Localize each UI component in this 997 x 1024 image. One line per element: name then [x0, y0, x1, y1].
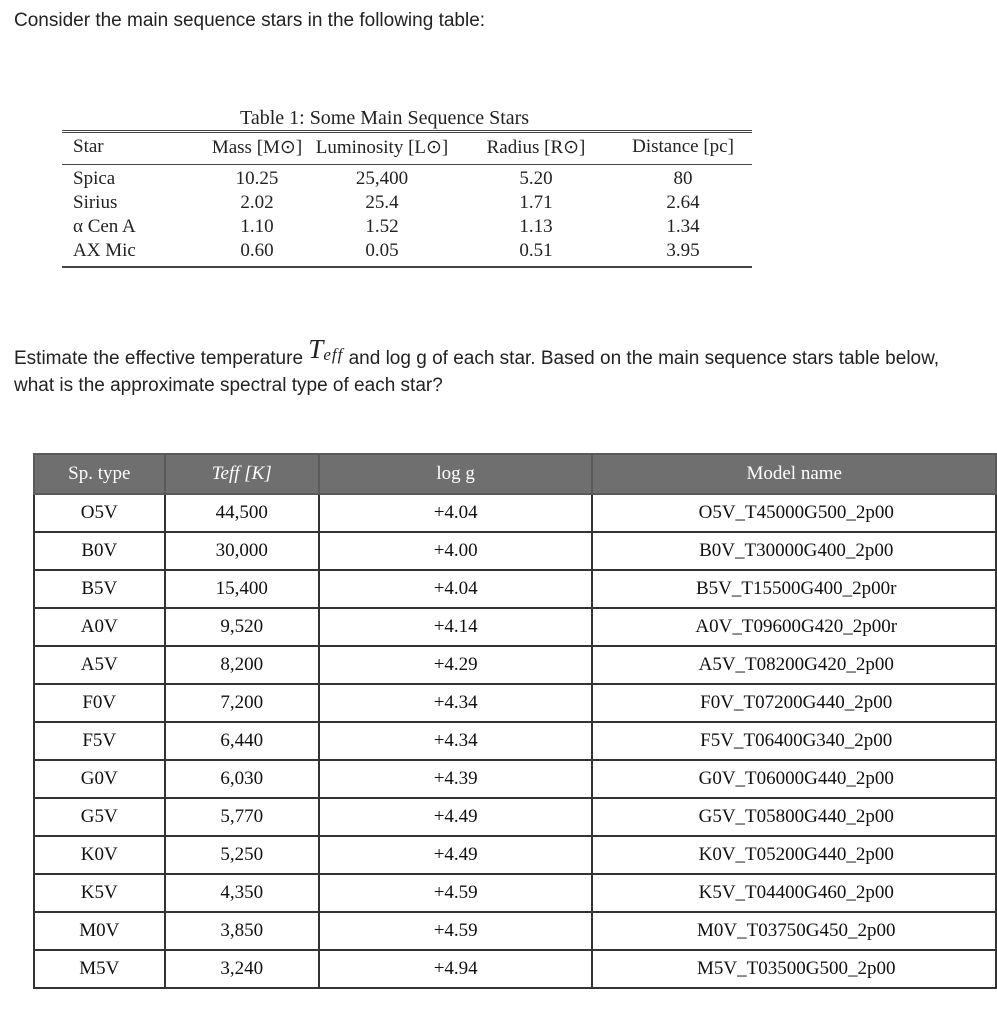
cell-sp-type: M5V — [34, 950, 165, 988]
row-star: Sirius — [73, 192, 118, 213]
cell-model: F0V_T07200G440_2p00 — [592, 684, 996, 722]
cell-logg: +4.14 — [319, 608, 593, 646]
table-row — [34, 570, 996, 608]
cell-model: A0V_T09600G420_2p00r — [592, 608, 996, 646]
header-model-name: Model name — [592, 454, 996, 494]
row-radius: 0.51 — [519, 240, 553, 261]
cell-sp-type: A5V — [34, 646, 165, 684]
row-distance: 1.34 — [666, 216, 700, 237]
cell-sp-type: K0V — [34, 836, 165, 874]
cell-model: O5V_T45000G500_2p00 — [592, 494, 996, 532]
table1-caption: Table 1: Some Main Sequence Stars — [240, 107, 530, 129]
cell-sp-type: A0V — [34, 608, 165, 646]
row-mass: 1.10 — [240, 216, 274, 237]
cell-sp-type: O5V — [34, 494, 165, 532]
cell-teff: 6,440 — [165, 722, 319, 760]
row-star: α Cen A — [73, 216, 136, 237]
cell-logg: +4.49 — [319, 836, 593, 874]
table1-top-rule — [62, 130, 752, 133]
header-radius: Radius [R⊙] — [486, 137, 586, 158]
table1-header-rule — [62, 164, 752, 165]
row-luminosity: 1.52 — [365, 216, 399, 237]
cell-teff: 3,850 — [165, 912, 319, 950]
cell-sp-type: F5V — [34, 722, 165, 760]
row-mass: 10.25 — [235, 168, 279, 189]
header-distance: Distance [pc] — [632, 136, 734, 157]
cell-logg: +4.34 — [319, 722, 593, 760]
cell-teff: 6,030 — [165, 760, 319, 798]
table-header-row — [34, 454, 996, 494]
table-row — [34, 836, 996, 874]
cell-sp-type: B0V — [34, 532, 165, 570]
table-row — [34, 874, 996, 912]
header-mass: Mass [M⊙] — [211, 137, 303, 158]
cell-teff: 3,240 — [165, 950, 319, 988]
row-radius: 1.71 — [519, 192, 553, 213]
cell-model: M5V_T03500G500_2p00 — [592, 950, 996, 988]
cell-logg: +4.00 — [319, 532, 593, 570]
table1-bottom-rule — [62, 266, 752, 268]
row-mass: 2.02 — [240, 192, 274, 213]
cell-logg: +4.34 — [319, 684, 593, 722]
cell-logg: +4.59 — [319, 874, 593, 912]
cell-model: K5V_T04400G460_2p00 — [592, 874, 996, 912]
cell-sp-type: B5V — [34, 570, 165, 608]
cell-model: G0V_T06000G440_2p00 — [592, 760, 996, 798]
row-radius: 5.20 — [519, 168, 553, 189]
cell-model: M0V_T03750G450_2p00 — [592, 912, 996, 950]
cell-teff: 30,000 — [165, 532, 319, 570]
cell-logg: +4.39 — [319, 760, 593, 798]
cell-teff: 5,770 — [165, 798, 319, 836]
cell-model: K0V_T05200G440_2p00 — [592, 836, 996, 874]
cell-logg: +4.94 — [319, 950, 593, 988]
cell-teff: 7,200 — [165, 684, 319, 722]
row-luminosity: 0.05 — [365, 240, 399, 261]
table-row — [34, 798, 996, 836]
cell-sp-type: G0V — [34, 760, 165, 798]
row-distance: 2.64 — [666, 192, 700, 213]
cell-teff: 8,200 — [165, 646, 319, 684]
cell-sp-type: K5V — [34, 874, 165, 912]
spectral-type-table — [33, 453, 997, 989]
cell-sp-type: F0V — [34, 684, 165, 722]
cell-logg: +4.04 — [319, 570, 593, 608]
row-distance: 80 — [673, 168, 693, 189]
question-text-after: and log g of each star. Based on the main sequence stars table below, what is the approximate spectral type of each star? — [14, 348, 940, 396]
table-row — [34, 950, 996, 988]
cell-model: B0V_T30000G400_2p00 — [592, 532, 996, 570]
table-row — [34, 684, 996, 722]
table-row — [34, 912, 996, 950]
question-text-before: Estimate the effective temperature — [14, 348, 309, 369]
cell-model: F5V_T06400G340_2p00 — [592, 722, 996, 760]
header-luminosity: Luminosity [L⊙] — [315, 137, 449, 158]
row-radius: 1.13 — [519, 216, 553, 237]
header-teff: Teff [K] — [165, 454, 319, 494]
cell-logg: +4.49 — [319, 798, 593, 836]
table-row — [34, 608, 996, 646]
cell-model: B5V_T15500G400_2p00r — [592, 570, 996, 608]
cell-teff: 4,350 — [165, 874, 319, 912]
table-row — [34, 760, 996, 798]
header-sp-type: Sp. type — [34, 454, 165, 494]
cell-teff: 15,400 — [165, 570, 319, 608]
cell-sp-type: M0V — [34, 912, 165, 950]
header-logg: log g — [319, 454, 593, 494]
cell-teff: 44,500 — [165, 494, 319, 532]
table-row — [34, 646, 996, 684]
cell-logg: +4.29 — [319, 646, 593, 684]
cell-teff: 5,250 — [165, 836, 319, 874]
row-luminosity: 25,400 — [355, 168, 409, 189]
row-luminosity: 25.4 — [365, 192, 399, 213]
question-intro: Consider the main sequence stars in the following table: — [14, 10, 486, 31]
table-row — [34, 722, 996, 760]
question-estimate — [14, 334, 974, 399]
teff-symbol: Teff — [308, 334, 344, 364]
header-star: Star — [73, 136, 104, 157]
cell-model: A5V_T08200G420_2p00 — [592, 646, 996, 684]
row-star: Spica — [73, 168, 116, 189]
table-row — [34, 494, 996, 532]
cell-logg: +4.59 — [319, 912, 593, 950]
row-distance: 3.95 — [666, 240, 700, 261]
row-mass: 0.60 — [240, 240, 274, 261]
cell-teff: 9,520 — [165, 608, 319, 646]
row-star: AX Mic — [73, 240, 136, 261]
cell-logg: +4.04 — [319, 494, 593, 532]
cell-sp-type: G5V — [34, 798, 165, 836]
table-row — [34, 532, 996, 570]
cell-model: G5V_T05800G440_2p00 — [592, 798, 996, 836]
